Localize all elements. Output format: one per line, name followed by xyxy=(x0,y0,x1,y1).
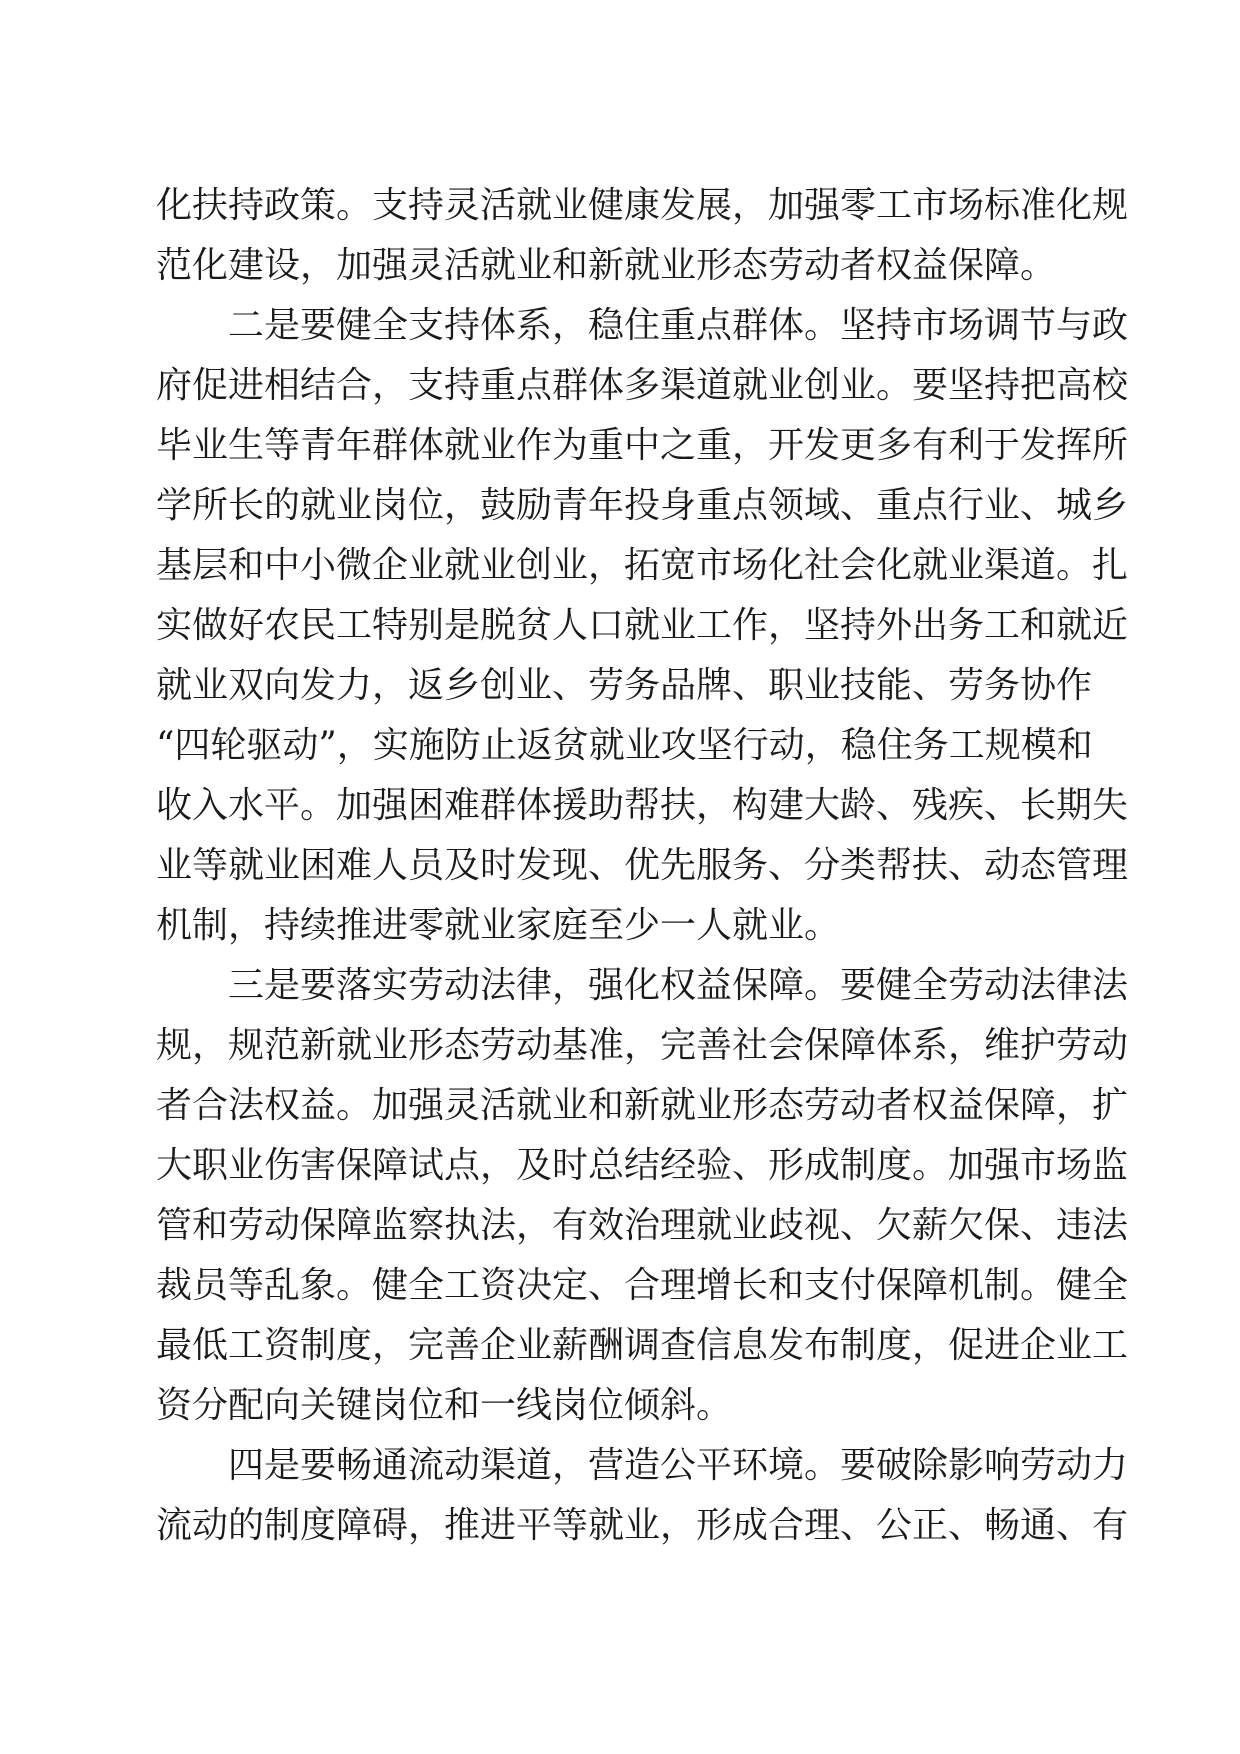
text-line: 府促进相结合，支持重点群体多渠道就业创业。要坚持把高校 xyxy=(156,365,1129,406)
text-line: 流动的制度障碍，推进平等就业，形成合理、公正、畅通、有 xyxy=(156,1505,1129,1546)
paragraph-first-line: 四是要畅通流动渠道，营造公平环境。要破除影响劳动力 xyxy=(228,1445,1129,1486)
text-line: 者合法权益。加强灵活就业和新就业形态劳动者权益保障，扩 xyxy=(156,1085,1129,1126)
text-line: 毕业生等青年群体就业作为重中之重，开发更多有利于发挥所 xyxy=(156,425,1129,466)
text-line: 收入水平。加强困难群体援助帮扶，构建大龄、残疾、长期失 xyxy=(156,785,1129,826)
text-line: 业等就业困难人员及时发现、优先服务、分类帮扶、动态管理 xyxy=(156,845,1129,886)
text-line: 机制，持续推进零就业家庭至少一人就业。 xyxy=(156,905,841,946)
text-line: 最低工资制度，完善企业薪酬调查信息发布制度，促进企业工 xyxy=(156,1325,1129,1366)
paragraph-first-line: 二是要健全支持体系，稳住重点群体。坚持市场调节与政 xyxy=(228,305,1129,346)
text-line: 大职业伤害保障试点，及时总结经验、形成制度。加强市场监 xyxy=(156,1145,1129,1186)
text-line: 管和劳动保障监察执法，有效治理就业歧视、欠薪欠保、违法 xyxy=(156,1205,1129,1246)
text-line: 范化建设，加强灵活就业和新就业形态劳动者权益保障。 xyxy=(156,245,1057,286)
text-line: 学所长的就业岗位，鼓励青年投身重点领域、重点行业、城乡 xyxy=(156,485,1129,526)
text-line: 实做好农民工特别是脱贫人口就业工作，坚持外出务工和就近 xyxy=(156,605,1129,646)
document-body xyxy=(156,176,1129,1556)
text-line: 就业双向发力，返乡创业、劳务品牌、职业技能、劳务协作 xyxy=(156,665,1093,706)
text-line: 化扶持政策。支持灵活就业健康发展，加强零工市场标准化规 xyxy=(156,185,1129,226)
text-line: 资分配向关键岗位和一线岗位倾斜。 xyxy=(156,1385,733,1426)
paragraph-first-line: 三是要落实劳动法律，强化权益保障。要健全劳动法律法 xyxy=(228,965,1129,1006)
text-line: 裁员等乱象。健全工资决定、合理增长和支付保障机制。健全 xyxy=(156,1265,1129,1306)
text-line: “四轮驱动”，实施防止返贫就业攻坚行动，稳住务工规模和 xyxy=(156,725,1093,766)
text-line: 基层和中小微企业就业创业，拓宽市场化社会化就业渠道。扎 xyxy=(156,545,1129,586)
text-line: 规，规范新就业形态劳动基准，完善社会保障体系，维护劳动 xyxy=(156,1025,1129,1066)
